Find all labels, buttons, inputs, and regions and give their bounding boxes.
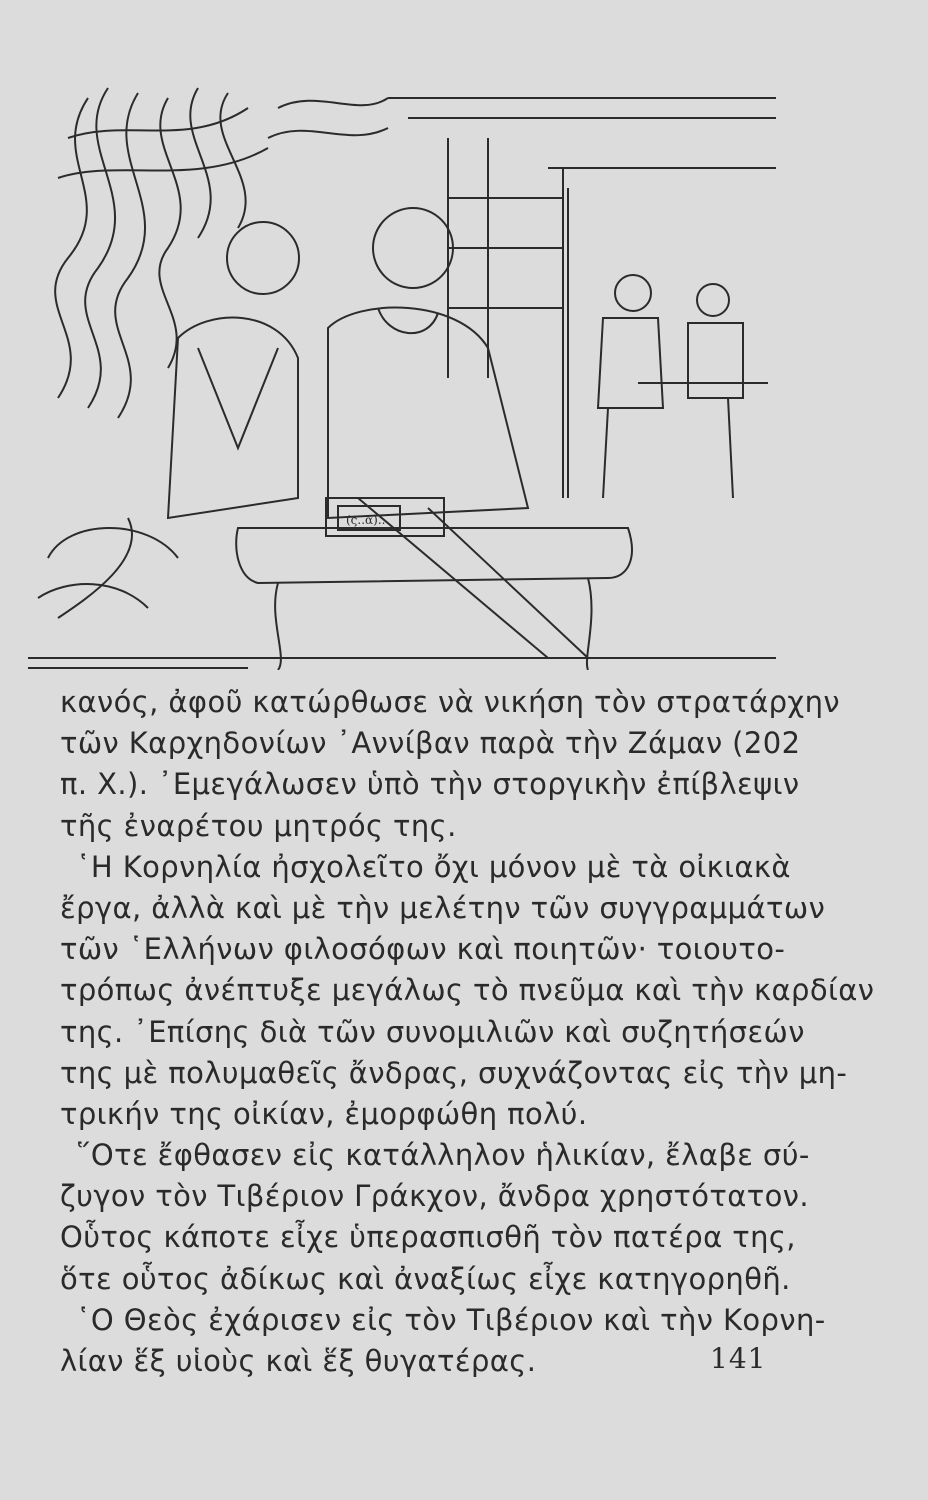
text-line: Οὗτος κάποτε εἶχε ὑπερασπισθῆ τὸν πατέρα της, xyxy=(60,1220,796,1255)
text-line: τρικήν της οἰκίαν, ἐμορφώθη πολύ. xyxy=(60,1096,588,1131)
text-line: ῞Οτε ἔφθασεν εἰς κατάλληλον ἡλικίαν, ἔλαβε σύ- xyxy=(76,1138,810,1173)
text-line: π. Χ.). ᾽Εμεγάλωσεν ὑπὸ τὴν στοργικὴν ἐπίβλεψιν xyxy=(60,767,800,802)
text-line: τῆς ἐναρέτου μητρός της. xyxy=(60,808,457,843)
text-line: ζυγον τὸν Τιβέριον Γράκχον, ἄνδρα χρηστότατον. xyxy=(60,1179,810,1214)
page-number: 141 xyxy=(710,1342,767,1375)
body-text xyxy=(60,682,875,1382)
text-line: της. ᾽Επίσης διὰ τῶν συνομιλιῶν καὶ συζητήσεών xyxy=(60,1014,805,1049)
text-line: ῾Ο Θεὸς ἐχάρισεν εἰς τὸν Τιβέριον καὶ τὴν Κορνη- xyxy=(76,1302,826,1337)
text-line: τῶν ῾Ελλήνων φιλοσόφων καὶ ποιητῶν· τοιουτο- xyxy=(60,932,786,967)
text-line: ῾Η Κορνηλία ἠσχολεῖτο ὄχι μόνον μὲ τὰ οἰκιακὰ xyxy=(76,849,791,884)
text-line: τῶν Καρχηδονίων ᾽Αννίβαν παρὰ τὴν Ζάμαν (202 xyxy=(60,726,801,761)
illustration-cornelia-scene xyxy=(28,78,776,670)
text-line: λίαν ἕξ υἱοὺς καὶ ἕξ θυγατέρας. xyxy=(60,1344,537,1378)
illustration-drawing xyxy=(28,78,776,670)
text-line: ἔργα, ἀλλὰ καὶ μὲ τὴν μελέτην τῶν συγγραμμάτων xyxy=(60,890,826,925)
text-line: ὅτε οὗτος ἀδίκως καὶ ἀναξίως εἶχε κατηγορηθῆ. xyxy=(60,1261,791,1296)
text-line: της μὲ πολυμαθεῖς ἄνδρας, συχνάζοντας εἰς τὴν μη- xyxy=(60,1055,848,1090)
illustration-box-label: (ς..α).. xyxy=(346,513,386,527)
text-line: τρόπως ἀνέπτυξε μεγάλως τὸ πνεῦμα καὶ τὴν καρδίαν xyxy=(60,973,875,1008)
text-line: κανός, ἀφοῦ κατώρθωσε νὰ νικήση τὸν στρατάρχην xyxy=(60,685,840,719)
